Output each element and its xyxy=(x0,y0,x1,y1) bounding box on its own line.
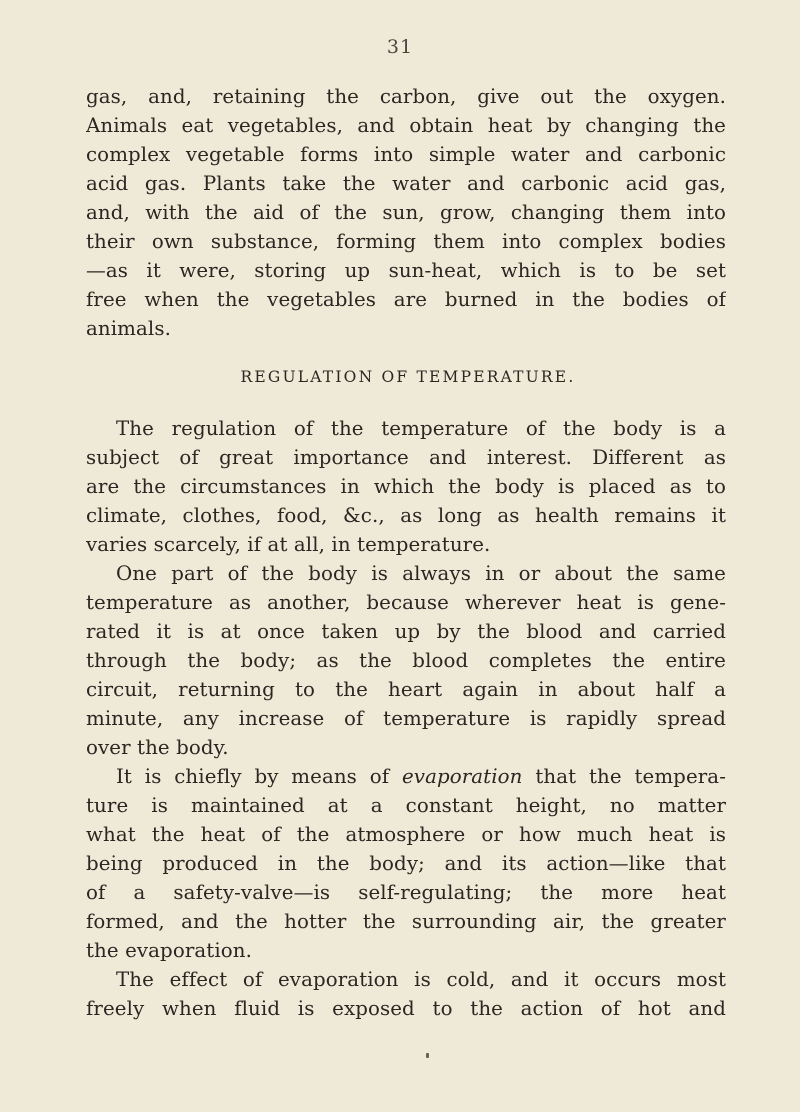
text-line: their own substance, forming them into complex bodies xyxy=(86,230,726,253)
text-run: that the tempera- xyxy=(522,765,726,788)
text-line: are the circumstances in which the body is placed as to xyxy=(86,475,726,498)
text-line: formed, and the hotter the surrounding air, the greater xyxy=(86,910,726,933)
paragraph-blood xyxy=(86,559,726,762)
text-line: of a safety-valve—is self-regulating; the more heat xyxy=(86,881,726,904)
paragraph-cold xyxy=(86,965,726,1023)
text-line: The effect of evaporation is cold, and it occurs most xyxy=(116,968,726,991)
text-line xyxy=(86,762,726,791)
text-line: One part of the body is always in or about the same xyxy=(116,562,726,585)
text-line: minute, any increase of temperature is rapidly spread xyxy=(86,707,726,730)
text-line: circuit, returning to the heart again in about half a xyxy=(86,678,726,701)
text-line: ture is maintained at a constant height, no matter xyxy=(86,794,726,817)
text-line: climate, clothes, food, &c., as long as health remains it xyxy=(86,504,726,527)
emphasized-word: evaporation xyxy=(401,765,523,788)
text-line: varies scarcely, if at all, in temperature. xyxy=(86,533,491,556)
paragraph-regulation xyxy=(86,414,726,559)
paragraph-evaporation xyxy=(86,762,726,965)
text-line: freely when fluid is exposed to the action of hot and xyxy=(86,997,726,1020)
text-line: the evaporation. xyxy=(86,939,252,962)
text-line: what the heat of the atmosphere or how much heat is xyxy=(86,823,726,846)
text-line: complex vegetable forms into simple water and carbonic xyxy=(86,143,726,166)
text-line: Animals eat vegetables, and obtain heat by changing the xyxy=(86,114,726,137)
text-line: being produced in the body; and its action—like that xyxy=(86,852,726,875)
text-run: It is chiefly by means of xyxy=(116,765,402,788)
text-line: animals. xyxy=(86,317,171,340)
paragraph-intro xyxy=(86,82,726,343)
text-line: gas, and, retaining the carbon, give out the oxygen. xyxy=(86,85,726,108)
paper-speck xyxy=(426,1053,429,1058)
page-text xyxy=(86,82,726,1023)
text-line: through the body; as the blood completes the entire xyxy=(86,649,726,672)
text-line: and, with the aid of the sun, grow, changing them into xyxy=(86,201,726,224)
text-line: subject of great importance and interest. Different as xyxy=(86,446,726,469)
text-line: over the body. xyxy=(86,736,229,759)
text-line: The regulation of the temperature of the body is a xyxy=(116,417,726,440)
page-number: 31 xyxy=(386,36,414,58)
text-line: acid gas. Plants take the water and carbonic acid gas, xyxy=(86,172,726,195)
text-line: rated it is at once taken up by the blood and carried xyxy=(86,620,726,643)
text-line: temperature as another, because wherever heat is gene- xyxy=(86,591,726,614)
section-heading: REGULATION OF TEMPERATURE. xyxy=(240,368,576,386)
text-line: free when the vegetables are burned in the bodies of xyxy=(86,288,726,311)
text-line: —as it were, storing up sun-heat, which is to be set xyxy=(86,259,726,282)
